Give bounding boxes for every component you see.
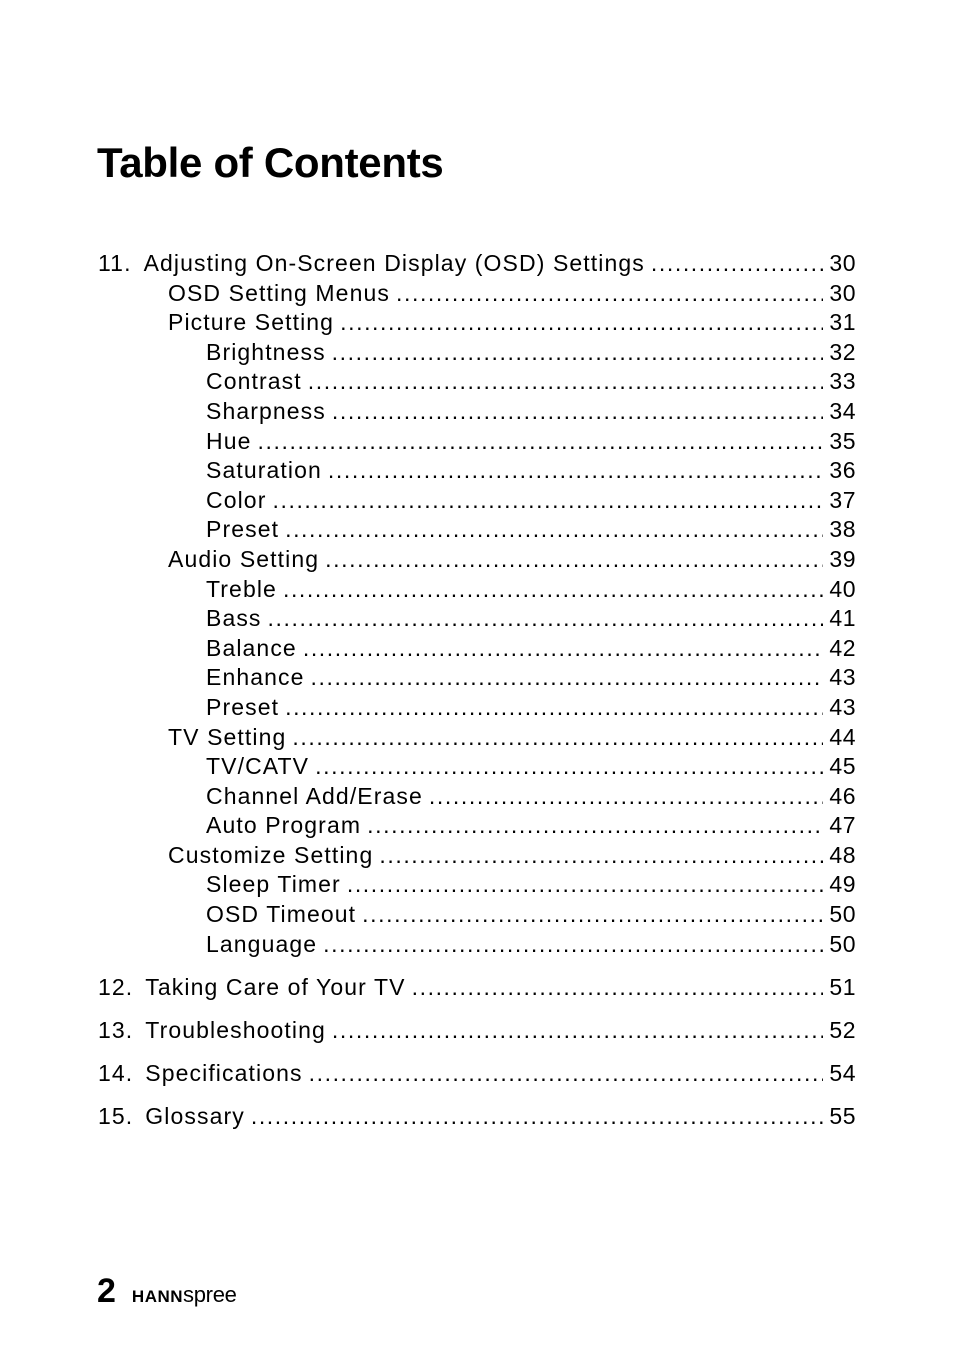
toc-entry[interactable] — [98, 545, 856, 575]
dot-leader — [367, 811, 823, 841]
hannspree-logo — [132, 1282, 237, 1308]
toc-entry-number: 14. — [98, 1059, 134, 1086]
toc-entry-page: 30 — [829, 250, 856, 276]
toc-entry-label: OSD Timeout — [206, 901, 357, 928]
toc-entry-page: 46 — [829, 782, 856, 809]
page-footer — [97, 1272, 237, 1311]
toc-entry-label: Adjusting On-Screen Display (OSD) Settings — [143, 250, 645, 276]
toc-entry-label: Audio Setting — [168, 545, 320, 572]
dot-leader — [292, 723, 823, 753]
toc-entry-page: 35 — [829, 427, 856, 454]
toc-entry[interactable] — [98, 870, 856, 900]
dot-leader — [258, 427, 824, 457]
toc-entry-page: 47 — [829, 812, 856, 839]
toc-entry-label: TV Setting — [168, 723, 287, 750]
dot-leader — [272, 486, 823, 516]
dot-leader — [285, 515, 823, 545]
dot-leader — [340, 308, 823, 338]
toc-entry[interactable] — [98, 1059, 856, 1089]
dot-leader — [303, 634, 824, 664]
toc-entry[interactable] — [98, 1016, 856, 1046]
toc-entry-label: Bass — [206, 605, 262, 632]
toc-entry[interactable] — [98, 397, 856, 427]
dot-leader — [308, 367, 824, 397]
dot-leader — [309, 1059, 824, 1089]
toc-entry-page: 41 — [829, 605, 856, 632]
toc-entry-number: 15. — [98, 1103, 134, 1130]
toc-entry-page: 50 — [829, 901, 856, 928]
toc-entry-page: 51 — [829, 973, 856, 1000]
toc-entry-page: 40 — [829, 575, 856, 602]
toc-entry[interactable] — [98, 427, 856, 457]
toc-entry[interactable] — [98, 723, 856, 753]
dot-leader — [285, 693, 823, 723]
toc-entry[interactable] — [98, 634, 856, 664]
page-title: Table of Contents — [97, 139, 444, 186]
toc-entry-label: Troubleshooting — [145, 1016, 326, 1043]
toc-entry-label: TV/CATV — [206, 753, 310, 780]
toc-entry-label: Color — [206, 486, 267, 513]
toc-entry[interactable] — [98, 752, 856, 782]
toc-entry-label: Preset — [206, 516, 280, 543]
toc-entry-number: 12. — [98, 973, 134, 1000]
toc-entry-label: Sleep Timer — [206, 871, 341, 898]
toc-entry-label: Glossary — [145, 1103, 245, 1130]
toc-entry-page: 39 — [829, 545, 856, 572]
toc-entry-label: Brightness — [206, 338, 326, 365]
toc-entry-label: Picture Setting — [168, 309, 335, 336]
toc-entry-label: Enhance — [206, 664, 305, 691]
toc-entry[interactable] — [98, 249, 856, 279]
toc-entry-page: 37 — [829, 486, 856, 513]
toc-entry-page: 33 — [829, 368, 856, 395]
toc-entry-page: 32 — [829, 338, 856, 365]
toc-entry[interactable] — [98, 338, 856, 368]
toc-entry-page: 49 — [829, 871, 856, 898]
toc-entry[interactable] — [98, 693, 856, 723]
dot-leader — [332, 1016, 824, 1046]
dot-leader — [268, 604, 824, 634]
dot-leader — [362, 900, 823, 930]
toc-entry-page: 45 — [829, 753, 856, 780]
page-number: 2 — [97, 1272, 116, 1310]
toc-entry[interactable] — [98, 456, 856, 486]
dot-leader — [328, 456, 824, 486]
toc-entry[interactable] — [98, 279, 856, 309]
toc-entry-label: Hue — [206, 427, 252, 454]
dot-leader — [651, 249, 824, 279]
toc-entry[interactable] — [98, 515, 856, 545]
toc-entry-page: 43 — [829, 664, 856, 691]
toc-entry-label: Taking Care of Your TV — [145, 973, 406, 1000]
toc-entry[interactable] — [98, 367, 856, 397]
brand-logo-bold-part: HANN — [131, 1287, 184, 1306]
toc-entry[interactable] — [98, 841, 856, 871]
dot-leader — [311, 663, 824, 693]
dot-leader — [379, 841, 823, 871]
toc-entry-label: Contrast — [206, 368, 302, 395]
toc-entry[interactable] — [98, 486, 856, 516]
toc-entry-page: 43 — [829, 693, 856, 720]
dot-leader — [315, 752, 823, 782]
toc-entry[interactable] — [98, 663, 856, 693]
table-of-contents — [98, 249, 856, 1132]
dot-leader — [251, 1102, 824, 1132]
toc-entry-number: 11. — [98, 250, 132, 276]
toc-entry-page: 36 — [829, 457, 856, 484]
toc-entry[interactable] — [98, 973, 856, 1003]
toc-entry-label: Auto Program — [206, 812, 362, 839]
toc-entry[interactable] — [98, 308, 856, 338]
toc-entry-label: OSD Setting Menus — [168, 279, 390, 306]
toc-entry[interactable] — [98, 811, 856, 841]
toc-entry[interactable] — [98, 1102, 856, 1132]
dot-leader — [332, 397, 824, 427]
toc-entry-page: 44 — [829, 723, 856, 750]
toc-entry-page: 52 — [829, 1016, 856, 1043]
toc-entry[interactable] — [98, 930, 856, 960]
dot-leader — [412, 973, 824, 1003]
toc-entry-page: 38 — [829, 516, 856, 543]
toc-entry[interactable] — [98, 604, 856, 634]
toc-entry-label: Preset — [206, 693, 280, 720]
toc-entry-page: 50 — [829, 930, 856, 957]
dot-leader — [396, 279, 823, 309]
dot-leader — [332, 338, 824, 368]
toc-entry-label: Specifications — [145, 1059, 303, 1086]
toc-entry[interactable] — [98, 900, 856, 930]
toc-entry-label: Language — [206, 930, 318, 957]
toc-entry-page: 54 — [829, 1059, 856, 1086]
toc-entry-label: Treble — [206, 575, 277, 602]
toc-entry[interactable] — [98, 782, 856, 812]
brand-logo-light-part: spree — [183, 1282, 237, 1307]
toc-entry-page: 42 — [829, 634, 856, 661]
dot-leader — [323, 930, 823, 960]
dot-leader — [347, 870, 824, 900]
toc-entry-label: Sharpness — [206, 397, 326, 424]
toc-entry-number: 13. — [98, 1016, 134, 1043]
toc-entry-page: 31 — [829, 309, 856, 336]
dot-leader — [325, 545, 823, 575]
dot-leader — [283, 575, 823, 605]
toc-entry-label: Customize Setting — [168, 841, 374, 868]
toc-entry-label: Saturation — [206, 457, 322, 484]
toc-entry[interactable] — [98, 575, 856, 605]
toc-entry-page: 55 — [829, 1103, 856, 1130]
toc-entry-page: 48 — [829, 841, 856, 868]
toc-entry-page: 30 — [829, 279, 856, 306]
toc-entry-label: Balance — [206, 634, 297, 661]
toc-entry-page: 34 — [829, 397, 856, 424]
toc-entry-label: Channel Add/Erase — [206, 782, 423, 809]
dot-leader — [429, 782, 824, 812]
